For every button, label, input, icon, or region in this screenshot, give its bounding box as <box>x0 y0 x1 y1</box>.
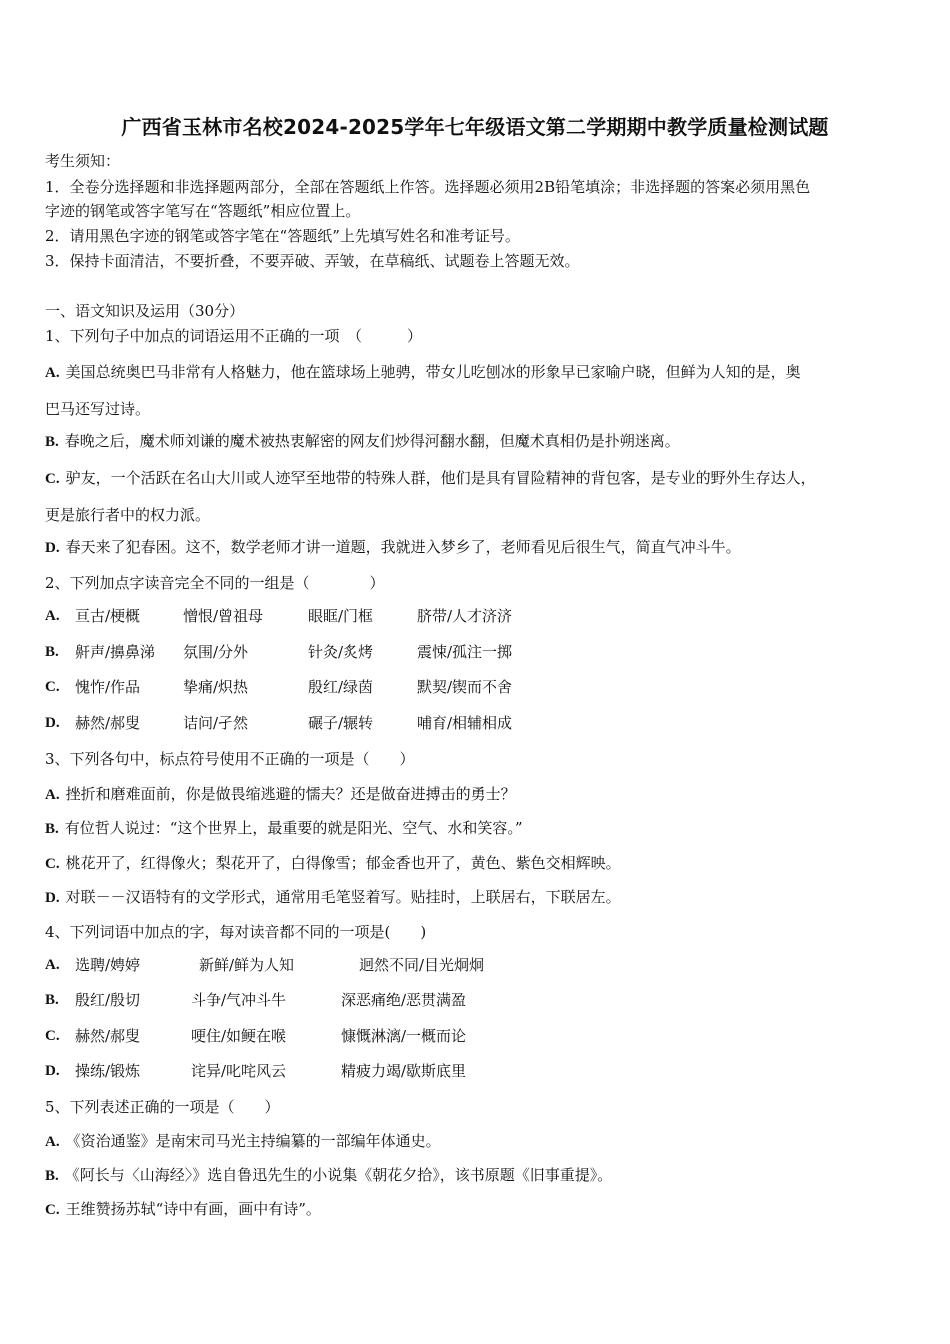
notice-item: 1．全卷分选择题和非选择题两部分，全部在答题纸上作答。选择题必须用2B铅笔填涂；非选择题的答案必须用黑色 <box>45 178 811 196</box>
option-a-continued: 巴马还写过诗。 <box>45 400 151 418</box>
option-a: A. 《资治通鉴》是南宋司马光主持编纂的一部编年体通史。 <box>45 1132 441 1150</box>
option-d: D. 春天来了犯春困。这不，数学老师才讲一道题，我就进入梦乡了，老师看见后很生气，简直气冲斗牛。 <box>45 538 741 556</box>
notice-item: 字迹的钢笔或答字笔写在“答题纸”相应位置上。 <box>45 202 361 220</box>
option-b: B. 《阿长与〈山海经〉》选自鲁迅先生的小说集《朝花夕拾》，该书原题《旧事重提》。 <box>45 1166 613 1184</box>
option-c: C. 桃花开了，红得像火；梨花开了，白得像雪；郁金香也开了，黄色、紫色交相辉映。 <box>45 854 621 872</box>
notice-item: 2．请用黑色字迹的钢笔或答字笔在“答题纸”上先填写姓名和准考证号。 <box>45 227 520 245</box>
option-c: C. 王维赞扬苏轼“诗中有画，画中有诗”。 <box>45 1200 321 1218</box>
question-stem: 5、下列表述正确的一项是（ ） <box>45 1098 280 1116</box>
notice-heading: 考生须知： <box>45 152 121 170</box>
question-stem: 1、下列句子中加点的词语运用不正确的一项 （ ） <box>45 327 423 345</box>
question-stem: 2、下列加点字读音完全不同的一组是（ ） <box>45 574 385 592</box>
notice-item: 3．保持卡面清洁，不要折叠，不要弄破、弄皱，在草稿纸、试题卷上答题无效。 <box>45 252 580 270</box>
option-b: B. 有位哲人说过：“这个世界上，最重要的就是阳光、空气、水和笑容。” <box>45 819 523 837</box>
option-b: B. 春晚之后，魔术师刘谦的魔术被热衷解密的网友们炒得河翻水翻，但魔术真相仍是扑朔迷离。 <box>45 432 680 450</box>
question-stem: 4、下列词语中加点的字，每对读音都不同的一项是( ) <box>45 923 427 941</box>
option-c-continued: 更是旅行者中的权力派。 <box>45 506 211 524</box>
option-a: A. 挫折和磨难面前，你是做畏缩逃避的懦夫？还是做奋进搏击的勇士？ <box>45 785 516 803</box>
page-title: 广西省玉林市名校2024-2025学年七年级语文第二学期期中教学质量检测试题 <box>121 115 829 139</box>
question-stem: 3、下列各句中，标点符号使用不正确的一项是（ ） <box>45 750 415 768</box>
section-heading: 一、语文知识及运用（30分） <box>45 302 245 320</box>
option-a: A. 美国总统奥巴马非常有人格魅力，他在篮球场上驰骋，带女儿吃刨冰的形象早已家喻户晓，但鲜为人知的是，奥 <box>45 363 801 381</box>
option-c: C. 驴友，一个活跃在名山大川或人迹罕至地带的特殊人群，他们是具有冒险精神的背包客，是专业的野外生存达人， <box>45 469 816 487</box>
option-d: D. 对联－－汉语特有的文学形式，通常用毛笔竖着写。贴挂时，上联居右，下联居左。 <box>45 888 621 906</box>
